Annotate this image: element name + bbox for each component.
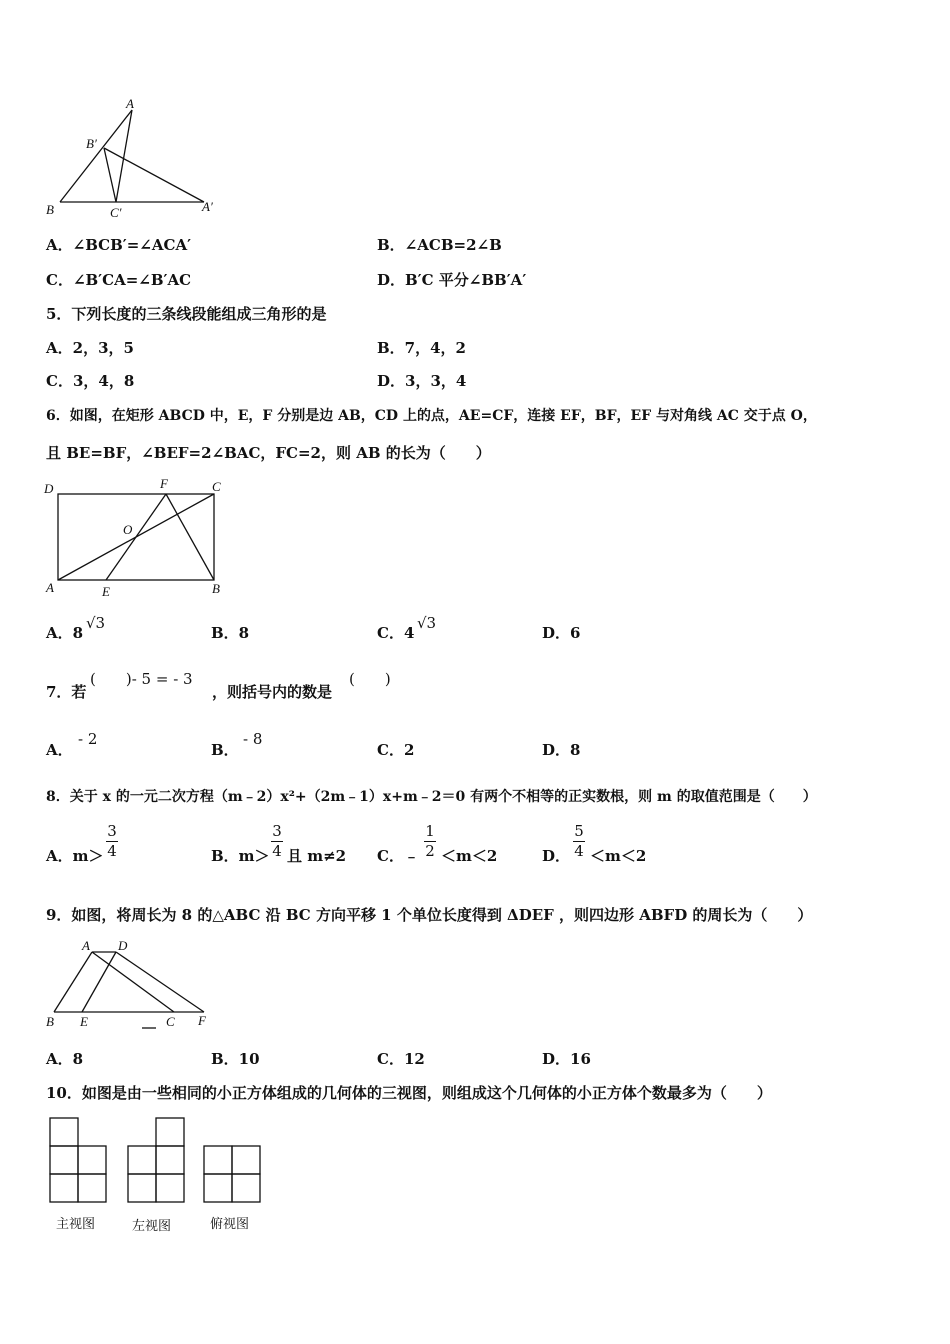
q10-label-top-view: 俯视图 [210, 1217, 250, 1232]
q8-option-a-den: 4 [107, 842, 117, 860]
q7-paren: ( ) [349, 670, 391, 688]
q4-triangle-figure [40, 96, 230, 224]
q9-stem: 9．如图，将周长为 8 的△ABC 沿 BC 方向平移 1 个单位长度得到 ΔDEF ，则四边形 ABFD 的周长为（ ） [46, 906, 813, 924]
q9-option-b: B．10 [211, 1050, 260, 1068]
q4-label-a-prime: A′ [202, 199, 213, 214]
q6-option-d: D．6 [542, 624, 581, 642]
q8-option-d-num: 5 [574, 822, 584, 840]
q6-label-d: D [44, 481, 54, 496]
q8-stem: 8．关于 x 的一元二次方程（m﹣2）x²+（2m﹣1）x+m﹣2＝0 有两个不相等的正实数根，则 m 的取值范围是（ ） [46, 789, 817, 805]
q9-option-d: D．16 [542, 1050, 591, 1068]
q5-stem: 5．下列长度的三条线段能组成三角形的是 [46, 305, 327, 323]
q5-option-d: D．3，3，4 [377, 372, 467, 390]
q8-option-d-den: 4 [574, 842, 584, 860]
q8-option-c-label: C．﹣ [377, 847, 419, 865]
q9-label-a: A [82, 938, 90, 953]
q6-label-o: O [123, 522, 133, 537]
q6-option-c-prefix: C．4 [377, 624, 415, 642]
q9-label-b: B [46, 1014, 54, 1029]
q8-option-a-label: A．m＞ [46, 847, 104, 865]
q7-equation: ( )- 5 = - 3 [90, 670, 193, 688]
q7-option-a-label: A． [46, 741, 73, 759]
q9-label-c: C [166, 1014, 175, 1029]
q6-stem-line1: 6．如图，在矩形 ABCD 中，E，F 分别是边 AB，CD 上的点，AE=CF，连接 EF，BF，EF 与对角线 AC 交于点 O， [46, 408, 817, 424]
q7-option-c: C．2 [377, 741, 415, 759]
q6-label-a: A [46, 580, 54, 595]
q8-option-b-fraction [271, 823, 283, 860]
q8-option-b-suffix: 且 m≠2 [287, 847, 347, 865]
q7-option-d: D．8 [542, 741, 581, 759]
q8-option-c-den: 2 [425, 842, 435, 860]
q6-label-f: F [160, 476, 168, 491]
q8-option-c-suffix: ＜m＜2 [441, 847, 498, 865]
q8-option-d-suffix: ＜m＜2 [590, 847, 647, 865]
q8-option-d-fraction [573, 823, 585, 860]
q7-option-b-value: - 8 [243, 730, 263, 748]
q10-label-front-view: 主视图 [56, 1217, 96, 1232]
q9-label-e: E [80, 1014, 88, 1029]
q5-option-c: C．3，4，8 [46, 372, 135, 390]
q5-option-a: A．2，3，5 [46, 339, 134, 357]
q6-label-e: E [102, 584, 110, 599]
q4-label-b-prime: B′ [86, 136, 97, 151]
q4-option-d: D．B′C 平分∠BB′A′ [377, 271, 527, 289]
q8-option-c-num: 1 [425, 822, 435, 840]
q7-option-a-value: - 2 [78, 730, 98, 748]
q4-option-b: B．∠ACB=2∠B [377, 236, 502, 254]
q6-option-a-prefix: A．8 [46, 624, 84, 642]
q9-translation-figure [40, 936, 220, 1036]
q9-label-f: F [198, 1013, 206, 1028]
q8-option-a-fraction [106, 823, 118, 860]
q10-three-views-figure [44, 1112, 268, 1238]
q8-option-c-fraction [424, 823, 436, 860]
q10-stem: 10．如图是由一些相同的小正方体组成的几何体的三视图，则组成这个几何体的小正方体个数最多为（ ） [46, 1084, 772, 1102]
q6-label-c: C [212, 479, 221, 494]
q7-stem-prefix: 7．若 [46, 683, 87, 701]
q6-label-b: B [212, 581, 220, 596]
q8-option-b-den: 4 [272, 842, 282, 860]
q4-option-c: C．∠B′CA=∠B′AC [46, 271, 192, 289]
q9-label-d: D [118, 938, 128, 953]
q6-stem-line2: 且 BE=BF，∠BEF=2∠BAC，FC=2，则 AB 的长为（ ） [46, 444, 491, 462]
q4-label-b: B [46, 202, 54, 217]
q6-rectangle-figure [40, 474, 240, 602]
q8-option-a-num: 3 [107, 822, 117, 840]
q4-label-a: A [126, 96, 134, 111]
q6-option-a-radical: √3 [86, 614, 106, 632]
q9-option-c: C．12 [377, 1050, 425, 1068]
q4-option-a: A．∠BCB′=∠ACA′ [46, 236, 192, 254]
q10-label-left-view: 左视图 [132, 1219, 172, 1234]
q6-option-c-radical: √3 [417, 614, 437, 632]
q9-option-a: A．8 [46, 1050, 84, 1068]
q8-option-b-label: B．m＞ [211, 847, 270, 865]
q6-option-b: B．8 [211, 624, 250, 642]
q4-label-c-prime: C′ [110, 205, 122, 220]
q7-stem-suffix: ，则括号内的数是 [212, 683, 333, 701]
q7-option-b-label: B． [211, 741, 239, 759]
q8-option-b-num: 3 [272, 822, 282, 840]
q5-option-b: B．7，4，2 [377, 339, 466, 357]
q8-option-d-label: D． [542, 847, 571, 865]
